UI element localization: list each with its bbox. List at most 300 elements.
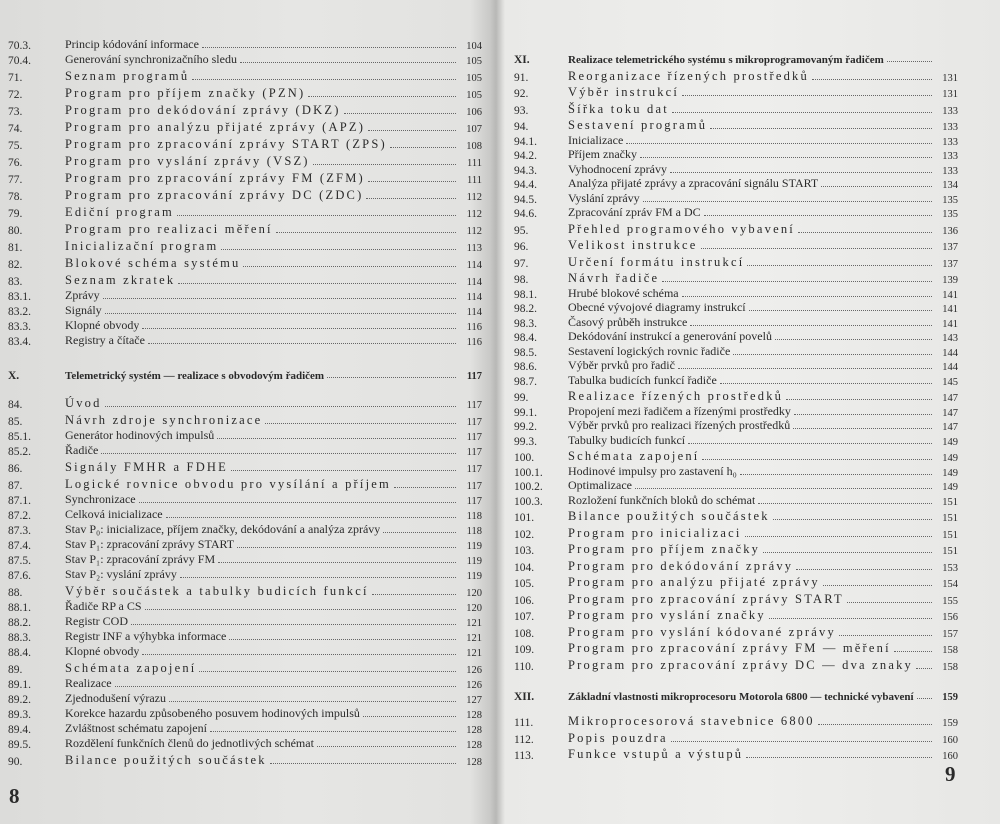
dot-leader [101,453,456,454]
entry-title: Schémata zapojení [65,661,197,675]
dot-leader [775,339,932,340]
dot-leader [366,198,456,199]
entry-title: Blokové schéma systému [65,256,241,270]
entry-page: 151 [942,496,958,508]
entry-page: 117 [466,481,482,492]
dot-leader [643,201,932,202]
entry-page: 128 [466,725,482,736]
toc-entry [8,186,482,203]
entry-title: Seznam programů [65,69,190,83]
entry-title: Registr COD [65,614,128,628]
dot-leader [796,569,932,570]
entry-number: 89. [8,664,23,676]
dot-leader [747,265,932,266]
dot-leader [105,406,456,407]
dot-leader [720,383,932,384]
entry-page: 133 [942,151,958,162]
entry-title: Princip kódování informace [65,37,199,51]
toc-entry [8,475,482,492]
entry-title: Logické rovnice obvodu pro vysílání a příjem [65,477,391,491]
entry-number: 94.4. [514,179,537,191]
entry-title: Program pro zpracování zprávy START (ZPS) [65,137,387,151]
dot-leader [344,113,456,114]
dot-leader [115,686,456,687]
toc-entry [8,567,482,582]
entry-title: Optimalizace [568,478,632,492]
toc-entry [8,67,482,84]
toc-entry [8,721,482,736]
dot-leader [758,503,932,504]
entry-title: Určení formátu instrukcí [568,254,745,269]
entry-number: 85.1. [8,431,31,443]
entry-title: Korekce hazardu způsobeného posuvem hodinových impulsů [65,706,360,720]
dot-leader [103,298,456,299]
entry-number: 101. [514,512,535,524]
entry-title: Program pro zpracování zprávy START [568,591,844,606]
entry-number: 83.4. [8,336,31,348]
dot-leader [662,281,932,282]
toc-entry [8,751,482,768]
dot-leader [672,112,932,113]
entry-page: 141 [942,318,958,330]
entry-number: 77. [8,174,23,186]
entry-number: 87.6. [8,570,31,582]
entry-page: 108 [466,141,482,152]
entry-number: 106. [514,594,535,607]
toc-entry [514,100,958,117]
entry-number: 74. [8,123,23,135]
entry-page: 117 [466,371,482,382]
entry-page: 128 [466,740,482,751]
entry-page: 131 [942,89,958,100]
dot-leader [142,328,456,329]
entry-title: Program pro inicializaci [568,525,742,540]
toc-entry [8,220,482,237]
toc-entry [514,524,958,541]
entry-number: 80. [8,225,23,237]
entry-page: 114 [466,292,482,303]
entry-page: 149 [942,453,958,464]
dot-leader [794,414,932,415]
toc-entry [8,706,482,721]
dot-leader [313,164,456,165]
entry-number: 71. [8,72,23,84]
toc-entry [8,237,482,254]
dot-leader [217,438,456,439]
entry-page: 157 [942,628,958,640]
dot-leader [192,79,456,80]
entry-page: 131 [942,72,958,84]
entry-page: 119 [466,541,482,552]
entry-title: Úvod [65,396,102,410]
entry-number: 99. [514,392,529,404]
entry-page: 127 [466,695,482,706]
dot-leader [327,377,456,378]
entry-number: 100.1. [514,466,543,479]
entry-number: 89.4. [8,724,31,736]
entry-page: 111 [467,158,482,169]
entry-page: 144 [942,362,958,373]
entry-page: 133 [942,165,958,177]
toc-list [514,50,958,762]
toc-entry [8,582,482,599]
entry-title: Řadiče [65,443,99,457]
entry-number: 91. [514,71,529,84]
entry-page: 143 [942,333,958,344]
entry-number: 99.3. [514,435,537,448]
entry-page: 117 [466,432,482,443]
dot-leader [704,215,932,216]
toc-entry [8,644,482,659]
entry-page: 116 [466,322,482,333]
entry-page: 117 [466,400,482,411]
entry-number: 78. [8,191,23,203]
toc-entry [514,344,958,359]
dot-leader [270,763,456,764]
dot-leader [702,459,932,460]
entry-page: 113 [466,243,482,254]
entry-page: 139 [942,275,958,286]
entry-number: 88.4. [8,647,31,659]
toc-entry [514,315,958,330]
toc-entry [8,37,482,52]
entry-page: 144 [942,347,958,359]
entry-number: 94.2. [514,150,537,162]
entry-number: 108. [514,627,535,640]
entry-page: 106 [466,107,482,118]
entry-title: Program pro dekódování zprávy (DKZ) [65,103,341,117]
entry-number: 98.3. [514,317,537,330]
toc-entry [8,203,482,220]
dot-leader [635,488,932,489]
entry-number: 87.3. [8,525,31,537]
entry-title: Propojení mezi řadičem a řízenými prostředky [568,403,791,418]
dot-leader [265,423,456,424]
entry-number: 87. [8,480,23,492]
toc-chapter-heading [514,687,958,703]
entry-page: 114 [466,307,482,318]
dot-leader [210,731,456,732]
toc-entry [514,117,958,134]
entry-number: 83.3. [8,321,31,333]
entry-page: 120 [466,603,482,614]
entry-page: 112 [466,226,482,237]
entry-title: Program pro analýzu přijaté zprávy [568,575,820,589]
entry-page: 153 [942,562,958,574]
entry-number: 94.5. [514,193,537,206]
entry-title: Popis pouzdra [568,730,668,745]
dot-leader [317,746,456,747]
entry-title: Rozložení funkčních bloků do schémat [568,492,756,507]
toc-entry [514,148,958,163]
entry-number: XII. [514,690,535,703]
toc-entry [514,493,958,508]
toc-entry [8,152,482,169]
entry-page: 120 [466,588,482,599]
dot-leader [180,577,456,578]
entry-number: 86. [8,463,23,475]
entry-page: 111 [467,175,482,186]
entry-page: 137 [942,242,958,253]
entry-title: Signály FMHR a FDHE [65,460,228,474]
entry-title: Klopné obvody [65,644,140,658]
entry-page: 118 [466,526,482,537]
toc-entry [514,388,958,405]
dot-leader [733,354,932,355]
page-number: 8 [9,784,20,808]
entry-title: Šířka toku dat [568,101,669,116]
entry-title: Program pro vyslání kódované zprávy [568,624,836,639]
entry-number: 81. [8,242,23,254]
dot-leader [818,724,932,725]
entry-number: 85. [8,416,23,428]
entry-title: Dekódování instrukcí a generování povelů [568,329,772,343]
entry-title: Synchronizace [65,492,136,506]
entry-page: 121 [466,648,482,659]
entry-title: Výběr součástek a tabulky budicích funkcí [65,584,369,598]
entry-title: Mikroprocesorová stavebnice 6800 [568,714,815,728]
toc-entry [514,237,958,254]
dot-leader [746,757,932,758]
entry-page: 117 [466,417,482,428]
dot-leader [769,618,932,619]
entry-number: 94. [514,121,529,133]
entry-title: Funkce vstupů a výstupů [568,747,744,761]
entry-page: 107 [466,124,482,135]
dot-leader [688,443,932,444]
entry-number: 94.3. [514,164,537,177]
toc-entry [514,607,958,624]
left-page [0,0,490,824]
entry-page: 160 [942,751,958,762]
entry-number: X. [8,370,20,382]
entry-page: 151 [942,546,958,557]
entry-number: 89.3. [8,709,31,721]
dot-leader [821,186,932,187]
toc-entry [8,614,482,629]
entry-page: 149 [942,467,958,479]
entry-title: Vyhodnocení zprávy [568,161,667,176]
toc-entry [514,729,958,746]
entry-page: 151 [942,513,958,524]
dot-leader [145,609,456,610]
entry-title: Program pro vyslání značky [568,608,766,622]
entry-number: 97. [514,257,529,270]
dot-leader [894,651,932,652]
dot-leader [199,671,456,672]
dot-leader [229,639,456,640]
entry-number: 94.1. [514,135,537,148]
entry-page: 149 [942,482,958,493]
dot-leader [218,562,456,563]
toc-entry [514,656,958,673]
dot-leader [131,624,456,625]
toc-entry [514,574,958,591]
entry-title: Tabulka budicích funkcí řadiče [568,372,717,387]
dot-leader [169,701,456,702]
dot-leader [243,266,456,267]
entry-title: Vyslání zprávy [568,190,640,205]
entry-number: 87.4. [8,540,31,552]
toc-entry [514,623,958,640]
entry-title: Výběr instrukcí [568,85,680,99]
toc-entry [8,443,482,458]
page-number: 9 [945,762,956,786]
entry-page: 151 [942,529,958,541]
dot-leader [390,147,456,148]
entry-title: Zpracování zpráv FM a DC [568,205,701,219]
dot-leader [640,157,932,158]
dot-leader [839,635,932,636]
entry-title: Inicializační program [65,239,219,253]
entry-number: 107. [514,611,535,623]
entry-title: Schémata zapojení [568,449,700,463]
dot-leader [166,517,456,518]
dot-leader [626,143,932,144]
entry-number: 70.3. [8,40,31,52]
entry-page: 105 [466,56,482,67]
toc-entry [8,118,482,135]
toc-entry [514,419,958,434]
entry-number: 98.1. [514,288,537,301]
toc-entry [8,676,482,691]
entry-page: 114 [466,277,482,288]
entry-title: Analýza přijaté zprávy a zpracování signálu START [568,176,819,190]
entry-title: Generování synchronizačního sledu [65,52,237,66]
dot-leader [740,474,932,475]
entry-title: Návrh zdroje synchronizace [65,413,263,427]
entry-number: 72. [8,89,23,101]
dot-leader [678,368,932,369]
dot-leader [148,343,456,344]
toc-entry [514,191,958,206]
entry-number: 84. [8,399,23,411]
entry-title: Velikost instrukce [568,238,698,252]
dot-leader [368,181,456,182]
dot-leader [823,585,932,586]
toc-entry [8,522,482,537]
entry-title: Realizace [65,676,112,690]
entry-number: 82. [8,259,23,271]
entry-number: 100.2. [514,481,543,493]
entry-page: 159 [942,691,958,703]
toc-entry [8,52,482,67]
entry-number: 83.1. [8,291,31,303]
entry-number: 113. [514,750,534,762]
entry-number: 83.2. [8,306,31,318]
entry-title: Tabulky budicích funkcí [568,432,686,447]
toc-entry [514,162,958,177]
toc-entry [514,330,958,345]
entry-number: 88. [8,587,23,599]
dot-leader [682,95,932,96]
toc-entry [8,169,482,186]
entry-number: 98.7. [514,375,537,388]
entry-title: Program pro příjem značky [568,542,761,556]
entry-number: 99.1. [514,406,537,419]
entry-page: 126 [466,680,482,691]
entry-number: 105. [514,578,535,590]
entry-page: 133 [942,122,958,133]
entry-number: 112. [514,733,534,746]
entry-title: Stav P₂: vyslání zprávy [65,567,177,581]
dot-leader [916,668,932,669]
toc-entry [8,254,482,271]
dot-leader [671,741,932,742]
entry-title: Rozdělení funkčních členů do jednotlivých schémat [65,736,314,750]
entry-title: Sestavení logických rovnic řadiče [568,343,731,358]
toc-entry [8,303,482,318]
entry-page: 117 [466,464,482,475]
toc-chapter-heading [8,366,482,382]
entry-number: 100. [514,452,535,464]
entry-title: Realizace telemetrického systému s mikroprogramovaným řadičem [568,54,884,66]
dot-leader [142,654,456,655]
dot-leader [276,232,456,233]
dot-leader [812,79,932,80]
entry-page: 147 [942,422,958,433]
entry-number: 100.3. [514,495,543,508]
dot-leader [745,536,932,537]
toc-entry [514,270,958,287]
toc-entry [514,640,958,657]
entry-title: Přehled programového vybavení [568,221,795,236]
dot-leader [793,428,932,429]
entry-title: Základní vlastnosti mikroprocesoru Motorola 6800 — technické vybavení [568,690,914,703]
entry-number: 76. [8,157,23,169]
entry-page: 112 [466,209,482,220]
entry-page: 105 [466,90,482,101]
dot-leader [177,215,456,216]
dot-leader [917,698,932,699]
entry-number: 79. [8,208,23,220]
toc-entry [514,67,958,84]
entry-page: 114 [466,260,482,271]
entry-page: 154 [942,579,958,590]
entry-title: Program pro zpracování zprávy DC — dva znaky [568,657,913,672]
right-page [500,0,1000,824]
dot-leader [231,470,456,471]
entry-title: Výběr prvků pro realizaci řízených prostředků [568,418,791,432]
entry-number: 88.2. [8,617,31,629]
toc-entry [514,253,958,270]
entry-number: 98.6. [514,361,537,373]
dot-leader [682,296,932,297]
toc-chapter-heading [514,50,958,66]
dot-leader [773,519,932,520]
entry-number: 88.1. [8,602,31,614]
entry-page: 158 [942,661,958,673]
dot-leader [394,487,456,488]
entry-page: 112 [466,192,482,203]
entry-page: 156 [942,612,958,623]
entry-title: Stav P₁: zpracování zprávy FM [65,552,216,566]
toc-entry [8,135,482,152]
entry-title: Zprávy [65,288,100,302]
entry-page: 159 [942,718,958,729]
toc-entry [8,288,482,303]
entry-title: Seznam zkratek [65,273,176,287]
entry-title: Program pro vyslání zprávy (VSZ) [65,154,310,168]
dot-leader [786,399,932,400]
entry-page: 121 [466,618,482,629]
toc-entry [8,318,482,333]
dot-leader [240,62,456,63]
toc-entry [8,333,482,348]
dot-leader [847,602,932,603]
entry-title: Sestavení programů [568,118,708,132]
entry-title: Klopné obvody [65,318,140,332]
